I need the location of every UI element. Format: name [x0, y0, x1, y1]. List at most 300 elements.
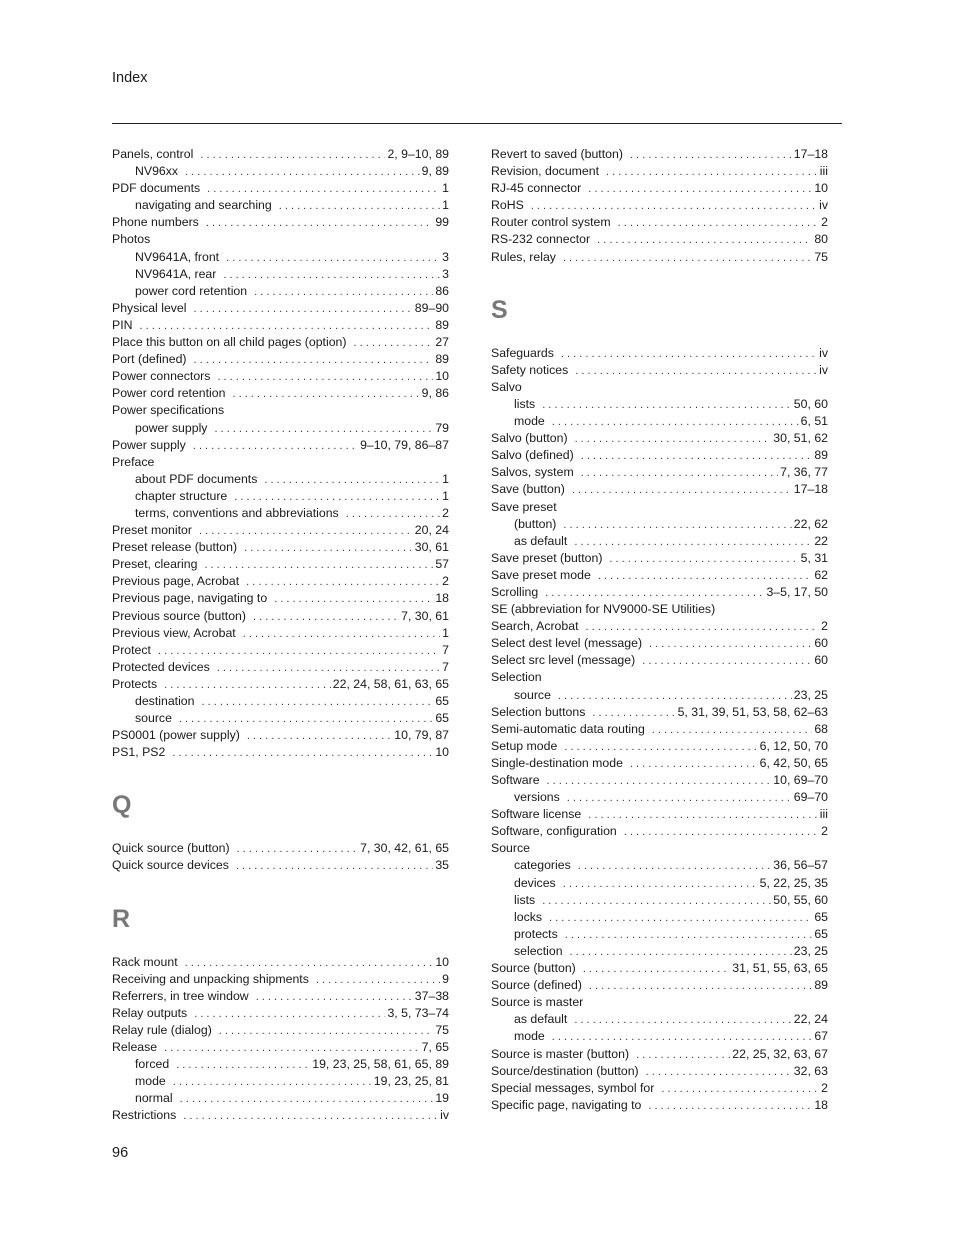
- index-term: categories: [514, 858, 571, 873]
- index-page-refs: 89: [814, 448, 828, 463]
- index-term: as default: [514, 1012, 568, 1027]
- index-entry: [112, 1039, 449, 1056]
- index-term: Save (button): [491, 482, 565, 497]
- index-page-refs: 23, 25: [793, 943, 828, 958]
- index-entry: [491, 1063, 828, 1080]
- index-entry: [491, 994, 828, 1011]
- index-entry: [491, 704, 828, 721]
- index-entry: [112, 608, 449, 625]
- index-page-refs: 36, 56–57: [773, 858, 828, 873]
- index-entry: [112, 676, 449, 693]
- index-subentry: [491, 943, 828, 960]
- index-page-refs: 7, 65: [421, 1040, 449, 1055]
- index-page-refs: 32, 63: [793, 1063, 828, 1078]
- dot-leader: [531, 198, 817, 215]
- index-term: source: [135, 711, 172, 726]
- index-entry: [112, 539, 449, 556]
- dot-leader: [172, 745, 433, 762]
- index-entry: [112, 857, 449, 874]
- index-term: Release: [112, 1040, 158, 1055]
- index-page-refs: 17–18: [793, 482, 828, 497]
- dot-leader: [217, 660, 440, 677]
- index-entry: [491, 379, 828, 396]
- index-term: Search, Acrobat: [491, 619, 579, 634]
- index-term: Preset release (button): [112, 540, 238, 555]
- index-entry: [491, 960, 828, 977]
- dot-leader: [179, 711, 433, 728]
- dot-leader: [581, 465, 778, 482]
- index-term: Power cord retention: [112, 386, 226, 401]
- index-page-refs: 1: [442, 488, 449, 503]
- index-term: Special messages, symbol for: [491, 1080, 655, 1095]
- dot-leader: [561, 346, 817, 363]
- index-term: PDF documents: [112, 181, 201, 196]
- index-entry: [491, 197, 828, 214]
- index-term: RS-232 connector: [491, 232, 591, 247]
- index-term: (button): [514, 516, 557, 531]
- dot-leader: [226, 250, 440, 267]
- index-page-refs: 3: [442, 249, 449, 264]
- index-subentry: [491, 892, 828, 909]
- index-term: about PDF documents: [135, 471, 258, 486]
- index-term: Revision, document: [491, 164, 599, 179]
- index-entry: [112, 625, 449, 642]
- dot-leader: [206, 215, 433, 232]
- index-page-refs: 30, 51, 62: [773, 431, 828, 446]
- index-term: Save preset: [491, 499, 557, 514]
- index-subentry: [112, 488, 449, 505]
- dot-leader: [194, 301, 413, 318]
- index-page-refs: 2: [821, 619, 828, 634]
- index-term: Specific page, navigating to: [491, 1097, 642, 1112]
- dot-leader: [583, 961, 731, 978]
- dot-leader: [618, 215, 820, 232]
- index-page-refs: iv: [819, 345, 828, 360]
- index-entry: [491, 1080, 828, 1097]
- index-term: Revert to saved (button): [491, 147, 623, 161]
- page-header-title: Index: [112, 70, 148, 86]
- index-page-refs: 27: [435, 335, 449, 350]
- index-term: mode: [135, 1074, 166, 1089]
- index-term: Salvos, system: [491, 465, 574, 480]
- index-term: Panels, control: [112, 147, 194, 161]
- index-page-refs: iv: [819, 362, 828, 377]
- index-page-refs: 1: [442, 181, 449, 196]
- index-page-refs: 6, 12, 50, 70: [759, 738, 828, 753]
- index-term: PS1, PS2: [112, 745, 166, 760]
- index-term: lists: [514, 396, 536, 411]
- dot-leader: [542, 397, 792, 414]
- dot-leader: [588, 807, 818, 824]
- index-term: Safety notices: [491, 362, 569, 377]
- index-term: RoHS: [491, 198, 524, 213]
- index-page-refs: iii: [819, 807, 828, 822]
- index-page-refs: 5, 22, 25, 35: [759, 875, 828, 890]
- dot-leader: [652, 722, 813, 739]
- index-term: Power connectors: [112, 369, 211, 384]
- index-term: lists: [514, 892, 536, 907]
- index-entry: [491, 977, 828, 994]
- index-subentry: [112, 505, 449, 522]
- index-page-refs: 62: [814, 567, 828, 582]
- index-page-refs: 1: [442, 471, 449, 486]
- dot-leader: [649, 636, 812, 653]
- index-page-refs: 20, 24: [414, 523, 449, 538]
- index-term: devices: [514, 875, 556, 890]
- index-entry: [491, 464, 828, 481]
- index-column-left: [112, 146, 449, 1125]
- index-entry: [112, 522, 449, 539]
- index-page-refs: 10: [435, 369, 449, 384]
- dot-leader: [574, 1012, 791, 1029]
- index-term: Port (defined): [112, 352, 187, 367]
- index-page-refs: 17–18: [793, 147, 828, 161]
- dot-leader: [223, 267, 440, 284]
- index-term: Source is master (button): [491, 1046, 630, 1061]
- index-page-refs: 75: [435, 1022, 449, 1037]
- index-page-refs: 65: [814, 926, 828, 941]
- dot-leader: [180, 1091, 434, 1108]
- dot-leader: [200, 147, 385, 164]
- index-subentry: [491, 413, 828, 430]
- dot-leader: [194, 1006, 385, 1023]
- index-entry: [112, 1005, 449, 1022]
- index-entry: [112, 146, 449, 163]
- index-entry: [112, 840, 449, 857]
- index-subentry: [491, 857, 828, 874]
- index-term: locks: [514, 909, 543, 924]
- dot-leader: [549, 910, 812, 927]
- index-term: Protected devices: [112, 659, 210, 674]
- index-term: Previous page, Acrobat: [112, 574, 240, 589]
- index-entry: [491, 231, 828, 248]
- index-page-refs: 7: [442, 659, 449, 674]
- index-page-refs: 65: [814, 909, 828, 924]
- index-term: Relay outputs: [112, 1005, 188, 1020]
- index-entry: [491, 249, 828, 266]
- index-page-refs: 75: [814, 249, 828, 264]
- index-term: Previous page, navigating to: [112, 591, 268, 606]
- index-entry: [491, 840, 828, 857]
- index-page-refs: 1: [442, 198, 449, 213]
- index-page-refs: iii: [819, 164, 828, 179]
- index-page-refs: 1: [442, 625, 449, 640]
- index-page-refs: 7: [442, 642, 449, 657]
- index-page-refs: 9–10, 79, 86–87: [360, 437, 449, 452]
- dot-leader: [232, 386, 419, 403]
- dot-leader: [194, 352, 434, 369]
- index-entry: [491, 180, 828, 197]
- dot-leader: [243, 626, 440, 643]
- index-term: Physical level: [112, 300, 187, 315]
- dot-leader: [630, 756, 758, 773]
- dot-leader: [646, 1064, 792, 1081]
- dot-leader: [274, 591, 433, 608]
- dot-leader: [545, 585, 764, 602]
- index-term: Select dest level (message): [491, 636, 643, 651]
- index-term: Software, configuration: [491, 824, 617, 839]
- index-entry: [491, 823, 828, 840]
- dot-leader: [256, 989, 413, 1006]
- dot-leader: [207, 181, 440, 198]
- index-term: Software: [491, 773, 540, 787]
- dot-leader: [563, 876, 758, 893]
- index-term: Protects: [112, 676, 158, 691]
- index-entry: [112, 573, 449, 590]
- index-term: forced: [135, 1057, 170, 1072]
- index-term: power cord retention: [135, 283, 248, 298]
- index-entry: [491, 721, 828, 738]
- index-page-refs: 79: [435, 420, 449, 435]
- dot-leader: [574, 534, 812, 551]
- index-page-refs: 89–90: [414, 300, 449, 315]
- index-entry: [112, 954, 449, 971]
- index-term: Quick source (button): [112, 841, 230, 856]
- dot-leader: [552, 414, 799, 431]
- dot-leader: [237, 841, 359, 858]
- index-term: protects: [514, 926, 558, 941]
- dot-leader: [244, 540, 413, 557]
- index-page-refs: 18: [814, 1097, 828, 1112]
- index-term: Selection: [491, 670, 542, 685]
- dot-leader: [204, 557, 433, 574]
- index-page-refs: 22, 25, 32, 63, 67: [732, 1046, 828, 1061]
- dot-leader: [572, 482, 792, 499]
- dot-leader: [140, 318, 434, 335]
- index-page-refs: 22, 62: [793, 516, 828, 531]
- index-subentry: [112, 420, 449, 437]
- index-page-refs: 3: [442, 266, 449, 281]
- index-subentry: [112, 1090, 449, 1107]
- dot-leader: [164, 1040, 420, 1057]
- dot-leader: [588, 181, 812, 198]
- index-page-refs: 22: [814, 533, 828, 548]
- index-page-refs: 10: [814, 181, 828, 196]
- index-page-refs: 67: [814, 1029, 828, 1044]
- index-page-refs: 10, 79, 87: [394, 728, 449, 743]
- dot-leader: [636, 1047, 730, 1064]
- index-term: Protect: [112, 642, 151, 657]
- index-page-refs: 2, 9–10, 89: [387, 147, 449, 161]
- dot-leader: [642, 653, 812, 670]
- index-page-refs: 2: [821, 824, 828, 839]
- index-term: Software license: [491, 807, 582, 822]
- index-subentry: [112, 163, 449, 180]
- index-entry: [491, 550, 828, 567]
- dot-leader: [353, 335, 433, 352]
- index-term: destination: [135, 694, 195, 708]
- index-page-refs: 50, 60: [793, 396, 828, 411]
- index-page-refs: 89: [814, 978, 828, 993]
- index-entry: [112, 556, 449, 573]
- dot-leader: [578, 858, 772, 875]
- index-entry: [491, 755, 828, 772]
- index-page-refs: 2: [442, 505, 449, 520]
- dot-leader: [199, 523, 413, 540]
- index-subentry: [491, 687, 828, 704]
- index-subentry: [112, 283, 449, 300]
- dot-leader: [219, 1023, 434, 1040]
- index-subentry: [491, 1011, 828, 1028]
- index-term: Photos: [112, 232, 151, 247]
- dot-leader: [552, 1029, 813, 1046]
- index-term: Source (defined): [491, 978, 582, 993]
- index-page-refs: 35: [435, 858, 449, 873]
- index-letter-heading: Q: [112, 791, 132, 820]
- dot-leader: [164, 677, 331, 694]
- dot-leader: [581, 448, 813, 465]
- index-term: Rack mount: [112, 954, 178, 969]
- index-term: Save preset mode: [491, 567, 591, 582]
- dot-leader: [201, 694, 433, 711]
- index-entry: [112, 402, 449, 419]
- dot-leader: [158, 643, 440, 660]
- index-page-refs: 6, 42, 50, 65: [759, 755, 828, 770]
- dot-leader: [316, 972, 440, 989]
- dot-leader: [624, 824, 819, 841]
- dot-leader: [565, 927, 813, 944]
- index-term: Referrers, in tree window: [112, 988, 249, 1003]
- index-term: Save preset (button): [491, 550, 603, 565]
- index-entry: [491, 618, 828, 635]
- index-term: Previous view, Acrobat: [112, 625, 236, 640]
- index-term: RJ-45 connector: [491, 181, 582, 196]
- index-page-refs: 10: [435, 954, 449, 969]
- index-term: Setup mode: [491, 738, 558, 753]
- index-page-refs: 2: [821, 215, 828, 230]
- index-term: versions: [514, 790, 560, 805]
- index-entry: [491, 447, 828, 464]
- index-entry: [112, 231, 449, 248]
- index-term: Preset monitor: [112, 523, 192, 538]
- index-page-refs: 6, 51: [800, 414, 828, 429]
- index-page-refs: 19, 23, 25, 58, 61, 65, 89: [312, 1057, 449, 1072]
- index-page-refs: 9, 86: [421, 386, 449, 401]
- index-entry: [491, 214, 828, 231]
- index-term: Restrictions: [112, 1108, 177, 1123]
- index-term: Salvo (button): [491, 431, 568, 446]
- dot-leader: [253, 609, 399, 626]
- index-subentry: [112, 693, 449, 710]
- dot-leader: [183, 1108, 438, 1125]
- index-subentry: [491, 789, 828, 806]
- index-page-refs: 31, 51, 55, 63, 65: [732, 961, 828, 976]
- index-entry: [491, 652, 828, 669]
- index-term: Semi-automatic data routing: [491, 721, 645, 736]
- dot-leader: [570, 944, 792, 961]
- index-entry: [112, 1107, 449, 1124]
- index-page-refs: 9: [442, 971, 449, 986]
- index-entry: [491, 146, 828, 163]
- index-page-refs: 89: [435, 352, 449, 367]
- page-number: 96: [112, 1145, 129, 1161]
- dot-leader: [217, 369, 433, 386]
- index-page-refs: 3–5, 17, 50: [766, 584, 828, 599]
- index-page-refs: 3, 5, 73–74: [387, 1005, 449, 1020]
- index-page-refs: 57: [435, 557, 449, 572]
- index-term: Scrolling: [491, 584, 539, 599]
- dot-leader: [598, 568, 813, 585]
- index-entry: [112, 454, 449, 471]
- index-subentry: [491, 1028, 828, 1045]
- index-entry: [112, 727, 449, 744]
- dot-leader: [589, 978, 812, 995]
- index-page-refs: 60: [814, 636, 828, 651]
- index-term: Single-destination mode: [491, 755, 623, 770]
- index-entry: [491, 635, 828, 652]
- index-page-refs: 10, 69–70: [773, 773, 828, 787]
- dot-leader: [558, 688, 792, 705]
- header-divider: [112, 123, 842, 124]
- index-page-refs: 23, 25: [793, 687, 828, 702]
- index-entry: [491, 567, 828, 584]
- index-entry: [491, 1097, 828, 1114]
- index-term: Source: [491, 841, 530, 856]
- index-page-refs: 19, 23, 25, 81: [373, 1074, 449, 1089]
- dot-leader: [254, 284, 433, 301]
- index-term: Phone numbers: [112, 215, 199, 230]
- index-page-refs: 22, 24: [793, 1012, 828, 1027]
- index-page-refs: 9, 89: [421, 164, 449, 179]
- dot-leader: [246, 574, 440, 591]
- index-term: PS0001 (power supply): [112, 728, 240, 743]
- index-term: Salvo (defined): [491, 448, 574, 463]
- index-entry: [112, 214, 449, 231]
- index-subentry: [491, 533, 828, 550]
- dot-leader: [247, 728, 392, 745]
- index-term: mode: [514, 1029, 545, 1044]
- index-entry: [491, 163, 828, 180]
- index-term: navigating and searching: [135, 198, 272, 213]
- index-subentry: [112, 471, 449, 488]
- index-term: normal: [135, 1091, 173, 1106]
- index-page-refs: iv: [440, 1108, 449, 1123]
- dot-leader: [185, 164, 420, 181]
- dot-leader: [264, 472, 440, 489]
- index-page-refs: 19: [435, 1091, 449, 1106]
- index-page-refs: 68: [814, 721, 828, 736]
- dot-leader: [193, 438, 358, 455]
- dot-leader: [185, 955, 434, 972]
- dot-leader: [609, 551, 798, 568]
- index-page-refs: 65: [435, 711, 449, 726]
- index-term: PIN: [112, 317, 133, 332]
- dot-leader: [279, 198, 440, 215]
- index-entry: [112, 590, 449, 607]
- index-term: Router control system: [491, 215, 611, 230]
- index-page-refs: 5, 31, 39, 51, 53, 58, 62–63: [677, 704, 828, 719]
- index-page-refs: 7, 30, 42, 61, 65: [360, 841, 449, 856]
- index-term: Source/destination (button): [491, 1063, 639, 1078]
- index-term: NV9641A, front: [135, 249, 220, 264]
- index-subentry: [491, 396, 828, 413]
- index-page-refs: 99: [435, 215, 449, 230]
- index-entry: [491, 806, 828, 823]
- dot-leader: [214, 421, 433, 438]
- index-subentry: [112, 710, 449, 727]
- index-page-refs: 10: [435, 745, 449, 760]
- index-term: Source is master: [491, 995, 584, 1010]
- index-entry: [112, 368, 449, 385]
- dot-leader: [563, 250, 812, 267]
- index-term: Preface: [112, 454, 155, 469]
- index-entry: [491, 584, 828, 601]
- index-term: Select src level (message): [491, 653, 636, 668]
- index-term: Source (button): [491, 961, 576, 976]
- index-page-refs: 37–38: [414, 988, 449, 1003]
- dot-leader: [648, 1098, 812, 1115]
- index-entry: [491, 601, 828, 618]
